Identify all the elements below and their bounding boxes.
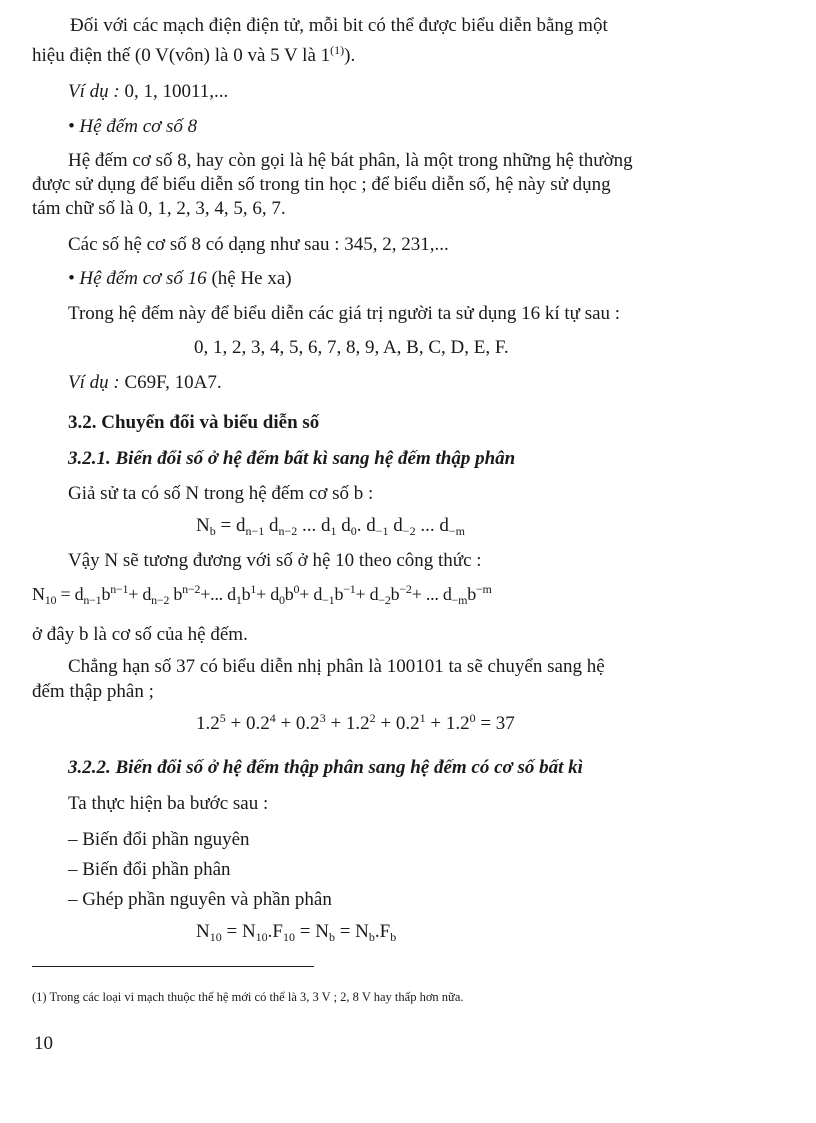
text: Vậy N sẽ tương đương với số ở hệ 10 theo công thức :	[68, 550, 482, 571]
text: 10	[34, 1033, 53, 1054]
text: 3.2. Chuyển đổi và biểu diễn số	[68, 412, 320, 433]
text: Đối với các mạch điện điện tử, mỗi bit có thể được biểu diễn bằng một	[70, 15, 608, 36]
page-number	[34, 1032, 53, 1056]
text: 3.2.2. Biến đổi số ở hệ đếm thập phân sang hệ đếm có cơ số bất kì	[68, 757, 583, 778]
paragraph-line	[68, 302, 620, 326]
paragraph-line	[68, 792, 268, 816]
bullet-octal	[68, 115, 197, 139]
example-line	[68, 371, 222, 395]
paragraph-line	[70, 14, 608, 38]
formula-binary-example: $1.2^5 + 0.2^4 + 0.2^3 + 1.2^2 + 0.2^1 + 1.2^0 = 37$	[196, 711, 515, 734]
text: – Biến đổi phần phân	[68, 859, 231, 880]
bullet-hex	[68, 267, 292, 291]
text: Các số hệ cơ số 8 có dạng như sau : 345, 2, 231,...	[68, 234, 449, 255]
formula-n10: $N_{10} = d_{n-1}b^{n-1}+ d_{n-2}$ $b^{n-2}+$... $d_1b^1+ d_0b^0+ d_{-1}b^{-1}+ d_{-2}b^{-2}+$ ... $d_{-m}b^{-m}$	[32, 582, 492, 607]
footnote-divider	[32, 966, 314, 967]
example-label: Ví dụ :	[68, 372, 120, 393]
subsection-heading	[68, 756, 583, 780]
paragraph-line	[68, 482, 373, 506]
text: ).	[344, 45, 356, 66]
paragraph-line	[68, 549, 482, 573]
subsection-heading	[68, 447, 515, 471]
paragraph-line	[32, 44, 355, 68]
footnote-ref: (1)	[330, 43, 345, 57]
example-value: C69F, 10A7.	[124, 372, 222, 393]
text: 3.2.1. Biến đổi số ở hệ đếm bất kì sang hệ đếm thập phân	[68, 448, 516, 469]
text: Ta thực hiện ba bước sau :	[68, 793, 269, 814]
footnote	[32, 985, 464, 1009]
formula-nb: $N_b = d_{n-1}$ $d_{n-2}$ ... $d_1$ $d_0$. $d_{-1}$ $d_{-2}$ ... $d_{-m}$	[196, 515, 465, 538]
text: (1) Trong các loại vi mạch thuộc thế hệ mới có thể là 3, 3 V ; 2, 8 V hay thấp hơn nữa.	[32, 990, 464, 1004]
hex-digits	[194, 336, 509, 360]
text: tám chữ số là 0, 1, 2, 3, 4, 5, 6, 7.	[32, 198, 286, 219]
formula-final: $N_{10} = N_{10}.F_{10} = N_b = N_b.F_b$	[196, 921, 397, 944]
text: • Hệ đếm cơ số 8	[68, 116, 198, 137]
example-label: Ví dụ :	[68, 81, 120, 102]
text: 0, 1, 2, 3, 4, 5, 6, 7, 8, 9, A, B, C, D, E, F.	[194, 337, 509, 358]
paragraph-line	[68, 233, 449, 257]
text: – Biến đổi phần nguyên	[68, 829, 250, 850]
section-heading	[68, 411, 319, 435]
text: Trong hệ đếm này để biểu diễn các giá trị người ta sử dụng 16 kí tự sau :	[68, 303, 621, 324]
text: Giả sử ta có số N trong hệ đếm cơ số b :	[68, 483, 374, 504]
text: • Hệ đếm cơ số 16	[68, 268, 207, 289]
paragraph-line	[32, 680, 154, 704]
example-value: 0, 1, 10011,...	[124, 81, 229, 102]
text: được sử dụng để biểu diễn số trong tin học ; để biểu diễn số, hệ này sử dụng	[32, 174, 611, 195]
paragraph-line	[68, 149, 633, 173]
text: ở đây b là cơ số của hệ đếm.	[32, 624, 248, 645]
paragraph-line	[32, 623, 248, 647]
paragraph-line	[32, 173, 611, 197]
text: đếm thập phân ;	[32, 681, 154, 702]
text: – Ghép phần nguyên và phần phân	[68, 889, 332, 910]
paragraph-line	[68, 655, 605, 679]
example-line	[68, 80, 228, 104]
text: Hệ đếm cơ số 8, hay còn gọi là hệ bát phân, là một trong những hệ thường	[68, 150, 633, 171]
list-item	[68, 888, 332, 912]
text: (hệ He xa)	[206, 268, 292, 289]
list-item	[68, 858, 231, 882]
text: Chẳng hạn số 37 có biểu diễn nhị phân là 100101 ta sẽ chuyển sang hệ	[68, 656, 605, 677]
text: hiệu điện thế (0 V(vôn) là 0 và 5 V là 1	[32, 45, 331, 66]
list-item	[68, 828, 250, 852]
paragraph-line	[32, 197, 286, 221]
